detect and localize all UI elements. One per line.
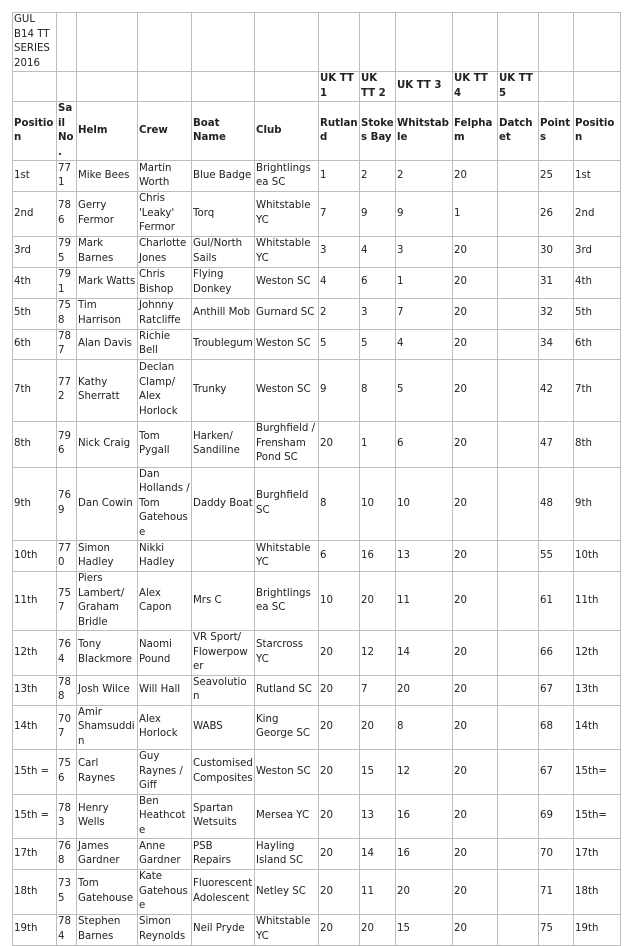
cell-sail-no: 735 (57, 870, 77, 915)
cell-rutland: 20 (319, 675, 360, 705)
cell-position: 19th (13, 914, 57, 945)
cell-datchet (498, 705, 539, 750)
cell-datchet (498, 298, 539, 329)
cell-sail-no: 787 (57, 329, 77, 359)
cell-rutland: 9 (319, 359, 360, 421)
cell-felpham: 20 (453, 914, 498, 945)
column-header-stokes-bay: Stokes Bay (360, 102, 396, 161)
cell-stokes-bay: 1 (360, 421, 396, 467)
cell-crew: Ben Heathcote (138, 794, 192, 839)
cell-helm: Simon Hadley (77, 541, 138, 572)
cell-position: 1st (13, 161, 57, 192)
table-row (13, 267, 621, 298)
cell-helm: Tim Harrison (77, 298, 138, 329)
cell-rutland: 6 (319, 541, 360, 572)
cell-helm: James Gardner (77, 839, 138, 870)
cell-points: 48 (539, 467, 574, 541)
cell-points: 69 (539, 794, 574, 839)
cell-rutland: 8 (319, 467, 360, 541)
cell-whitstable: 11 (396, 572, 453, 631)
column-header-points: Points (539, 102, 574, 161)
cell-club: Weston SC (255, 750, 319, 795)
cell-helm: Stephen Barnes (77, 914, 138, 945)
cell-rutland: 2 (319, 298, 360, 329)
cell-boat-name: Fluorescent Adolescent (192, 870, 255, 915)
cell-datchet (498, 329, 539, 359)
cell-felpham: 1 (453, 192, 498, 237)
cell-boat-name: Harken/ Sandiline (192, 421, 255, 467)
table-row (13, 161, 621, 192)
cell-position: 9th (13, 467, 57, 541)
cell-position-final: 15th= (574, 794, 621, 839)
cell-rutland: 3 (319, 236, 360, 267)
cell-crew: Will Hall (138, 675, 192, 705)
cell-club: Weston SC (255, 329, 319, 359)
cell-points: 71 (539, 870, 574, 915)
cell-datchet (498, 750, 539, 795)
cell-felpham: 20 (453, 839, 498, 870)
cell-boat-name: WABS (192, 705, 255, 750)
cell-helm: Tom Gatehouse (77, 870, 138, 915)
cell-crew: Declan Clamp/ Alex Horlock (138, 359, 192, 421)
cell-whitstable: 20 (396, 675, 453, 705)
table-row (13, 421, 621, 467)
table-row (13, 467, 621, 541)
cell-points: 55 (539, 541, 574, 572)
column-header-helm: Helm (77, 102, 138, 161)
cell-datchet (498, 467, 539, 541)
cell-felpham: 20 (453, 298, 498, 329)
cell-helm: Amir Shamsuddin (77, 705, 138, 750)
cell-helm: Piers Lambert/ Graham Bridle (77, 572, 138, 631)
cell-sail-no: 771 (57, 161, 77, 192)
cell-stokes-bay: 12 (360, 631, 396, 676)
cell-crew: Alex Capon (138, 572, 192, 631)
column-header-felpham: Felpham (453, 102, 498, 161)
cell-club: Gurnard SC (255, 298, 319, 329)
cell-felpham: 20 (453, 421, 498, 467)
cell-helm: Nick Craig (77, 421, 138, 467)
cell-whitstable: 10 (396, 467, 453, 541)
cell-sail-no: 758 (57, 298, 77, 329)
cell-rutland: 4 (319, 267, 360, 298)
cell-crew: Guy Raynes / Giff (138, 750, 192, 795)
cell-points: 47 (539, 421, 574, 467)
cell-helm: Alan Davis (77, 329, 138, 359)
cell-felpham: 20 (453, 675, 498, 705)
table-row (13, 236, 621, 267)
column-header-sail-no: Sail No. (57, 102, 77, 161)
cell-boat-name: Daddy Boat (192, 467, 255, 541)
cell-points: 67 (539, 675, 574, 705)
cell-position: 5th (13, 298, 57, 329)
cell-sail-no: 791 (57, 267, 77, 298)
cell-stokes-bay: 5 (360, 329, 396, 359)
cell-stokes-bay: 3 (360, 298, 396, 329)
table-row (13, 750, 621, 795)
column-header-position: Position (13, 102, 57, 161)
column-header-row (13, 102, 621, 161)
cell-datchet (498, 421, 539, 467)
cell-stokes-bay: 20 (360, 914, 396, 945)
cell-rutland: 20 (319, 705, 360, 750)
cell-helm: Mark Watts (77, 267, 138, 298)
cell-whitstable: 12 (396, 750, 453, 795)
cell-whitstable: 1 (396, 267, 453, 298)
cell-sail-no: 756 (57, 750, 77, 795)
cell-whitstable: 14 (396, 631, 453, 676)
cell-position-final: 17th (574, 839, 621, 870)
cell-whitstable: 15 (396, 914, 453, 945)
cell-boat-name: Troublegum (192, 329, 255, 359)
cell-position: 15th = (13, 750, 57, 795)
cell-position-final: 7th (574, 359, 621, 421)
cell-stokes-bay: 6 (360, 267, 396, 298)
cell-datchet (498, 192, 539, 237)
cell-boat-name: Flying Donkey (192, 267, 255, 298)
cell-crew: Martin Worth (138, 161, 192, 192)
column-header-datchet: Datchet (498, 102, 539, 161)
cell-sail-no: 772 (57, 359, 77, 421)
cell-boat-name: Blue Badge (192, 161, 255, 192)
cell-felpham: 20 (453, 870, 498, 915)
cell-position-final: 4th (574, 267, 621, 298)
series-header-4: UK TT 4 (453, 72, 498, 102)
cell-whitstable: 16 (396, 839, 453, 870)
cell-boat-name: Trunky (192, 359, 255, 421)
cell-position: 11th (13, 572, 57, 631)
cell-datchet (498, 839, 539, 870)
cell-position: 15th = (13, 794, 57, 839)
cell-helm: Henry Wells (77, 794, 138, 839)
cell-club: Burghfield SC (255, 467, 319, 541)
cell-whitstable: 9 (396, 192, 453, 237)
cell-sail-no: 770 (57, 541, 77, 572)
title-row (13, 13, 621, 72)
cell-crew: Chris 'Leaky' Fermor (138, 192, 192, 237)
cell-stokes-bay: 20 (360, 572, 396, 631)
column-header-whitstable: Whitstable (396, 102, 453, 161)
cell-helm: Carl Raynes (77, 750, 138, 795)
cell-boat-name (192, 541, 255, 572)
cell-club: King George SC (255, 705, 319, 750)
table-title: GUL B14 TT SERIES 2016 (13, 13, 57, 72)
cell-boat-name: Anthill Mob (192, 298, 255, 329)
cell-position-final: 12th (574, 631, 621, 676)
cell-helm: Josh Wilce (77, 675, 138, 705)
cell-datchet (498, 161, 539, 192)
cell-stokes-bay: 2 (360, 161, 396, 192)
cell-position-final: 5th (574, 298, 621, 329)
cell-stokes-bay: 14 (360, 839, 396, 870)
cell-crew: Simon Reynolds (138, 914, 192, 945)
table-row (13, 631, 621, 676)
cell-sail-no: 764 (57, 631, 77, 676)
cell-crew: Charlotte Jones (138, 236, 192, 267)
cell-points: 61 (539, 572, 574, 631)
cell-position-final: 11th (574, 572, 621, 631)
cell-club: Whitstable YC (255, 236, 319, 267)
cell-sail-no: 768 (57, 839, 77, 870)
cell-crew: Johnny Ratcliffe (138, 298, 192, 329)
cell-club: Whitstable YC (255, 914, 319, 945)
cell-position-final: 19th (574, 914, 621, 945)
cell-position: 10th (13, 541, 57, 572)
table-row (13, 541, 621, 572)
cell-rutland: 20 (319, 421, 360, 467)
series-header-row (13, 72, 621, 102)
cell-club: Burghfield / Frensham Pond SC (255, 421, 319, 467)
cell-helm: Kathy Sherratt (77, 359, 138, 421)
table-row (13, 794, 621, 839)
cell-whitstable: 16 (396, 794, 453, 839)
cell-felpham: 20 (453, 359, 498, 421)
cell-club: Netley SC (255, 870, 319, 915)
cell-sail-no: 707 (57, 705, 77, 750)
cell-boat-name: Neil Pryde (192, 914, 255, 945)
cell-crew: Alex Horlock (138, 705, 192, 750)
cell-points: 32 (539, 298, 574, 329)
cell-felpham: 20 (453, 705, 498, 750)
cell-points: 42 (539, 359, 574, 421)
cell-boat-name: Gul/North Sails (192, 236, 255, 267)
cell-position-final: 9th (574, 467, 621, 541)
table-row (13, 675, 621, 705)
cell-points: 68 (539, 705, 574, 750)
cell-position: 3rd (13, 236, 57, 267)
cell-felpham: 20 (453, 541, 498, 572)
cell-sail-no: 788 (57, 675, 77, 705)
cell-whitstable: 7 (396, 298, 453, 329)
cell-points: 26 (539, 192, 574, 237)
table-row (13, 298, 621, 329)
cell-datchet (498, 572, 539, 631)
cell-felpham: 20 (453, 750, 498, 795)
column-header-crew: Crew (138, 102, 192, 161)
cell-crew: Richie Bell (138, 329, 192, 359)
cell-position: 14th (13, 705, 57, 750)
cell-felpham: 20 (453, 572, 498, 631)
cell-datchet (498, 541, 539, 572)
cell-whitstable: 5 (396, 359, 453, 421)
cell-rutland: 20 (319, 870, 360, 915)
column-header-club: Club (255, 102, 319, 161)
cell-datchet (498, 267, 539, 298)
cell-datchet (498, 675, 539, 705)
cell-sail-no: 795 (57, 236, 77, 267)
cell-rutland: 20 (319, 631, 360, 676)
cell-position: 12th (13, 631, 57, 676)
cell-position-final: 8th (574, 421, 621, 467)
cell-club: Mersea YC (255, 794, 319, 839)
cell-felpham: 20 (453, 794, 498, 839)
cell-boat-name: Torq (192, 192, 255, 237)
cell-rutland: 1 (319, 161, 360, 192)
cell-points: 75 (539, 914, 574, 945)
cell-crew: Chris Bishop (138, 267, 192, 298)
cell-sail-no: 757 (57, 572, 77, 631)
cell-points: 66 (539, 631, 574, 676)
cell-boat-name: PSB Repairs (192, 839, 255, 870)
column-header-rutland: Rutland (319, 102, 360, 161)
table-row (13, 329, 621, 359)
series-header-2: UK TT 2 (360, 72, 396, 102)
cell-stokes-bay: 16 (360, 541, 396, 572)
cell-position: 4th (13, 267, 57, 298)
column-header-boat-name: Boat Name (192, 102, 255, 161)
cell-helm: Dan Cowin (77, 467, 138, 541)
cell-points: 70 (539, 839, 574, 870)
cell-position-final: 6th (574, 329, 621, 359)
cell-position: 7th (13, 359, 57, 421)
cell-stokes-bay: 10 (360, 467, 396, 541)
cell-felpham: 20 (453, 631, 498, 676)
cell-sail-no: 796 (57, 421, 77, 467)
cell-stokes-bay: 20 (360, 705, 396, 750)
cell-club: Whitstable YC (255, 192, 319, 237)
cell-position-final: 13th (574, 675, 621, 705)
cell-whitstable: 4 (396, 329, 453, 359)
cell-position: 18th (13, 870, 57, 915)
cell-position: 17th (13, 839, 57, 870)
table-row (13, 870, 621, 915)
series-header-5: UK TT 5 (498, 72, 539, 102)
cell-sail-no: 784 (57, 914, 77, 945)
cell-whitstable: 2 (396, 161, 453, 192)
series-header-3: UK TT 3 (396, 72, 453, 102)
cell-club: Hayling Island SC (255, 839, 319, 870)
cell-position-final: 10th (574, 541, 621, 572)
results-table (12, 12, 621, 946)
cell-points: 30 (539, 236, 574, 267)
cell-rutland: 20 (319, 914, 360, 945)
cell-datchet (498, 631, 539, 676)
cell-crew: Dan Hollands / Tom Gatehouse (138, 467, 192, 541)
cell-club: Weston SC (255, 359, 319, 421)
cell-stokes-bay: 9 (360, 192, 396, 237)
cell-position-final: 1st (574, 161, 621, 192)
cell-position: 8th (13, 421, 57, 467)
cell-stokes-bay: 13 (360, 794, 396, 839)
cell-boat-name: Spartan Wetsuits (192, 794, 255, 839)
cell-points: 34 (539, 329, 574, 359)
cell-helm: Gerry Fermor (77, 192, 138, 237)
cell-club: Starcross YC (255, 631, 319, 676)
series-header-1: UK TT 1 (319, 72, 360, 102)
cell-rutland: 10 (319, 572, 360, 631)
cell-crew: Nikki Hadley (138, 541, 192, 572)
cell-felpham: 20 (453, 236, 498, 267)
cell-club: Whitstable YC (255, 541, 319, 572)
cell-datchet (498, 914, 539, 945)
cell-club: Brightlingsea SC (255, 161, 319, 192)
cell-felpham: 20 (453, 467, 498, 541)
cell-helm: Mark Barnes (77, 236, 138, 267)
cell-boat-name: VR Sport/ Flowerpower (192, 631, 255, 676)
cell-points: 67 (539, 750, 574, 795)
cell-rutland: 20 (319, 839, 360, 870)
cell-felpham: 20 (453, 161, 498, 192)
cell-whitstable: 3 (396, 236, 453, 267)
cell-whitstable: 13 (396, 541, 453, 572)
cell-club: Rutland SC (255, 675, 319, 705)
cell-stokes-bay: 15 (360, 750, 396, 795)
cell-rutland: 20 (319, 794, 360, 839)
cell-position: 13th (13, 675, 57, 705)
cell-position-final: 15th= (574, 750, 621, 795)
cell-stokes-bay: 7 (360, 675, 396, 705)
cell-crew: Tom Pygall (138, 421, 192, 467)
cell-position-final: 18th (574, 870, 621, 915)
column-header-position-final: Position (574, 102, 621, 161)
cell-felpham: 20 (453, 329, 498, 359)
cell-sail-no: 769 (57, 467, 77, 541)
cell-helm: Mike Bees (77, 161, 138, 192)
cell-club: Brightlingsea SC (255, 572, 319, 631)
table-row (13, 705, 621, 750)
cell-crew: Naomi Pound (138, 631, 192, 676)
cell-sail-no: 786 (57, 192, 77, 237)
cell-position-final: 14th (574, 705, 621, 750)
cell-rutland: 5 (319, 329, 360, 359)
cell-sail-no: 783 (57, 794, 77, 839)
cell-position-final: 2nd (574, 192, 621, 237)
cell-rutland: 7 (319, 192, 360, 237)
cell-position-final: 3rd (574, 236, 621, 267)
cell-whitstable: 8 (396, 705, 453, 750)
cell-helm: Tony Blackmore (77, 631, 138, 676)
cell-club: Weston SC (255, 267, 319, 298)
table-row (13, 914, 621, 945)
table-row (13, 359, 621, 421)
cell-stokes-bay: 11 (360, 870, 396, 915)
cell-whitstable: 6 (396, 421, 453, 467)
cell-stokes-bay: 8 (360, 359, 396, 421)
cell-points: 25 (539, 161, 574, 192)
cell-boat-name: Mrs C (192, 572, 255, 631)
table-row (13, 572, 621, 631)
cell-boat-name: Customised Composites (192, 750, 255, 795)
cell-datchet (498, 236, 539, 267)
cell-whitstable: 20 (396, 870, 453, 915)
cell-position: 6th (13, 329, 57, 359)
cell-position: 2nd (13, 192, 57, 237)
cell-crew: Kate Gatehouse (138, 870, 192, 915)
cell-crew: Anne Gardner (138, 839, 192, 870)
cell-datchet (498, 359, 539, 421)
cell-boat-name: Seavolution (192, 675, 255, 705)
cell-points: 31 (539, 267, 574, 298)
cell-datchet (498, 794, 539, 839)
table-row (13, 192, 621, 237)
cell-stokes-bay: 4 (360, 236, 396, 267)
cell-datchet (498, 870, 539, 915)
cell-felpham: 20 (453, 267, 498, 298)
cell-rutland: 20 (319, 750, 360, 795)
table-row (13, 839, 621, 870)
